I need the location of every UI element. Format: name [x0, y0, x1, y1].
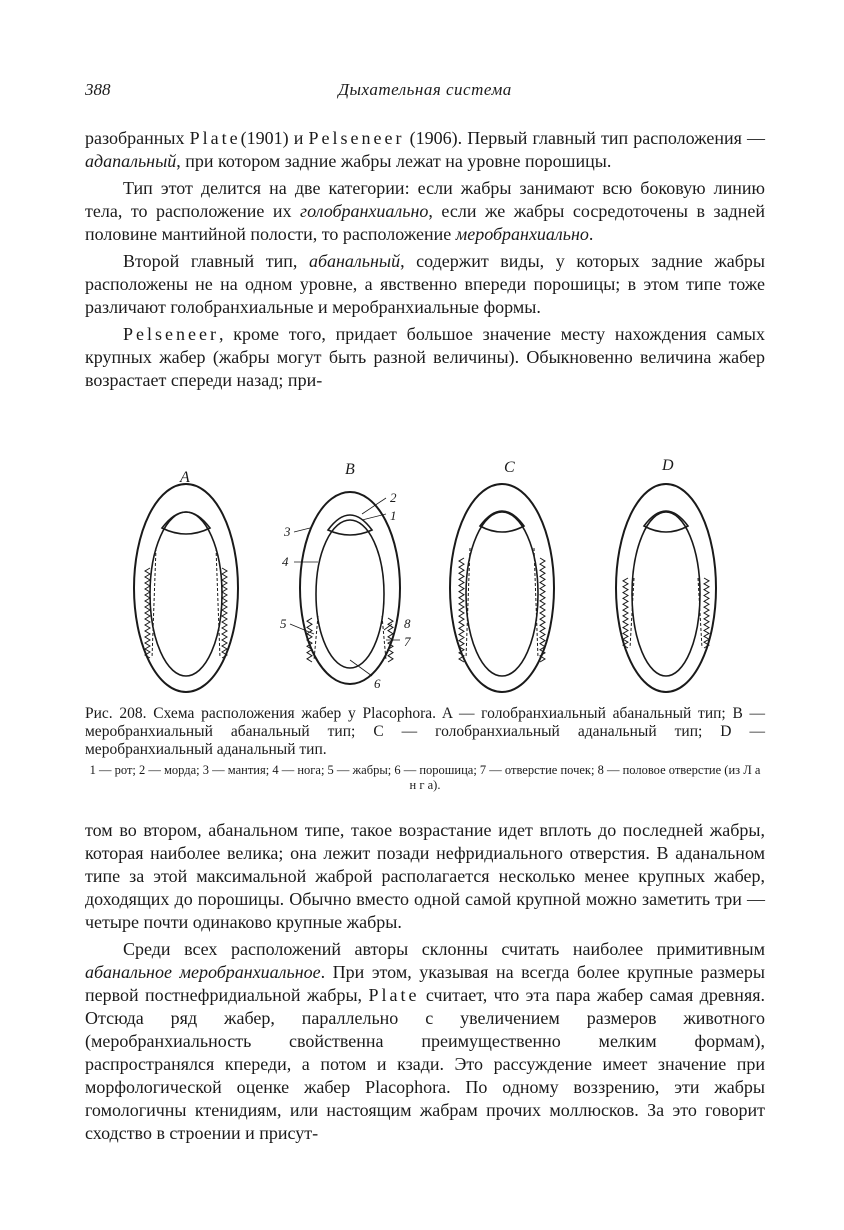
paragraph-3	[85, 250, 765, 319]
panel-c	[450, 484, 554, 692]
text-run: разобранных	[85, 128, 190, 148]
callout-6: 6	[374, 676, 381, 691]
gill-row-b-left	[307, 618, 312, 662]
text-run: , содержит виды, у которых задние жабры расположены не на одном уровне, а явственно впереди порошицы; в этом типе тоже различают голобранхиальные и меробранхиальные формы.	[85, 251, 765, 317]
author-name: Plate	[368, 985, 420, 1005]
paragraph-2	[85, 177, 765, 246]
emphasis-term: абанальное меробранхиальное	[85, 962, 321, 982]
body-text-bottom	[85, 819, 765, 1145]
text-run: . При этом, указывая на всегда более крупные размеры первой постнефридиальной жабры,	[85, 962, 765, 1005]
gill-row-c-right	[540, 558, 545, 662]
callout-3: 3	[284, 524, 291, 539]
chiton-gill-diagram	[100, 448, 760, 710]
emphasis-term: меробранхиально	[455, 224, 589, 244]
emphasis-term: абанальный	[308, 251, 401, 271]
paragraph-6	[85, 938, 765, 1145]
gill-row-d-right	[704, 578, 709, 648]
text-run: Второй главный тип,	[123, 251, 309, 271]
panel-label-a: A	[180, 469, 190, 486]
text-run: (1906). Первый главный тип расположения —	[404, 128, 765, 148]
emphasis-term: голобранхиально	[300, 201, 429, 221]
panel-label-b: B	[345, 461, 355, 478]
text-run: (1901) и	[240, 128, 309, 148]
text-run: , если же жабры сосредоточены в задней половине мантийной полости, то расположение	[85, 201, 765, 244]
author-name: Pelseneer	[123, 324, 219, 344]
emphasis-term: адanальный	[85, 151, 177, 171]
paragraph-5	[85, 819, 765, 934]
author-name: Plate	[189, 128, 241, 148]
panel-a	[134, 484, 238, 692]
callout-5: 5	[280, 616, 287, 631]
figure-208	[100, 448, 760, 710]
text-run: считает, что эта пара жабер самая древняя. Отсюда ряд жабер, параллельно с увеличением размеров животного (меробранхиальность свойственна преимущественно мелким формам), распространялся кпереди, а потом и кзади. Это рассуждение имеет значение при морфологической оценке жабер Placophora. По одному воззрению, эти жабры гомологичны ктенидиям, или настоящим жабрам прочих моллюсков. За это говорит сходство в строении и присут-	[85, 985, 765, 1143]
panel-label-c: C	[504, 459, 515, 476]
panel-label-d: D	[662, 457, 674, 474]
callout-8: 8	[404, 616, 411, 631]
page-number: 388	[85, 80, 111, 99]
text-run: Тип этот делится на две категории: если жабры занимают всю боковую линию тела, то расположение их	[85, 178, 765, 221]
gill-row-a-left	[145, 568, 150, 658]
text-run: , при котором задние жабры лежат на уровне порошицы.	[176, 151, 612, 171]
callout-4: 4	[282, 554, 289, 569]
callout-7: 7	[404, 634, 411, 649]
page-header	[85, 80, 765, 106]
panel-b	[290, 492, 400, 684]
text-run: том во втором, абанальном типе, такое возрастание идет вплоть до последней жабры, которая наиболее велика; она лежит позади нефридиального отверстия. В аданальном типе за этой максимальной жаброй располагается несколько менее крупных жабер, доходящих до порошицы. Обычно вместо одной самой крупной можно заметить три — четыре почти одинаково крупные жабры.	[85, 820, 765, 932]
figure-legend: 1 — рот; 2 — морда; 3 — мантия; 4 — нога; 5 — жабры; 6 — порошица; 7 — отверстие почек; 8 — половое отверстие (из Л а н г а).	[89, 763, 761, 792]
callout-2: 2	[390, 490, 397, 505]
running-title: Дыхательная система	[338, 80, 512, 99]
text-run: , кроме того, придает большое значение месту нахождения самых крупных жабер (жабры могут быть разной величины). Обыкновенно величина жабер возрастает спереди назад; при-	[85, 324, 765, 390]
callout-1: 1	[390, 508, 397, 523]
body-text-top	[85, 127, 765, 392]
text-run: .	[588, 224, 594, 244]
text-run: Среди всех расположений авторы склонны считать наиболее примитивным	[123, 939, 765, 959]
gill-row-a-right	[222, 568, 227, 658]
gill-row-c-left	[459, 558, 464, 662]
caption-text: Рис. 208. Схема расположения жабер у Placophora. A — голобранхиальный абанальный тип; B — меробранхиальный абанальный тип; C — голобранхиальный аданальный тип; D — меробранхиальный аданальный тип.	[85, 705, 765, 758]
gill-row-d-left	[623, 578, 628, 648]
figure-caption	[85, 705, 765, 759]
author-name: Pelseneer	[308, 128, 405, 148]
paragraph-4	[85, 323, 765, 392]
paragraph-1	[85, 127, 765, 173]
panel-d	[616, 484, 716, 692]
